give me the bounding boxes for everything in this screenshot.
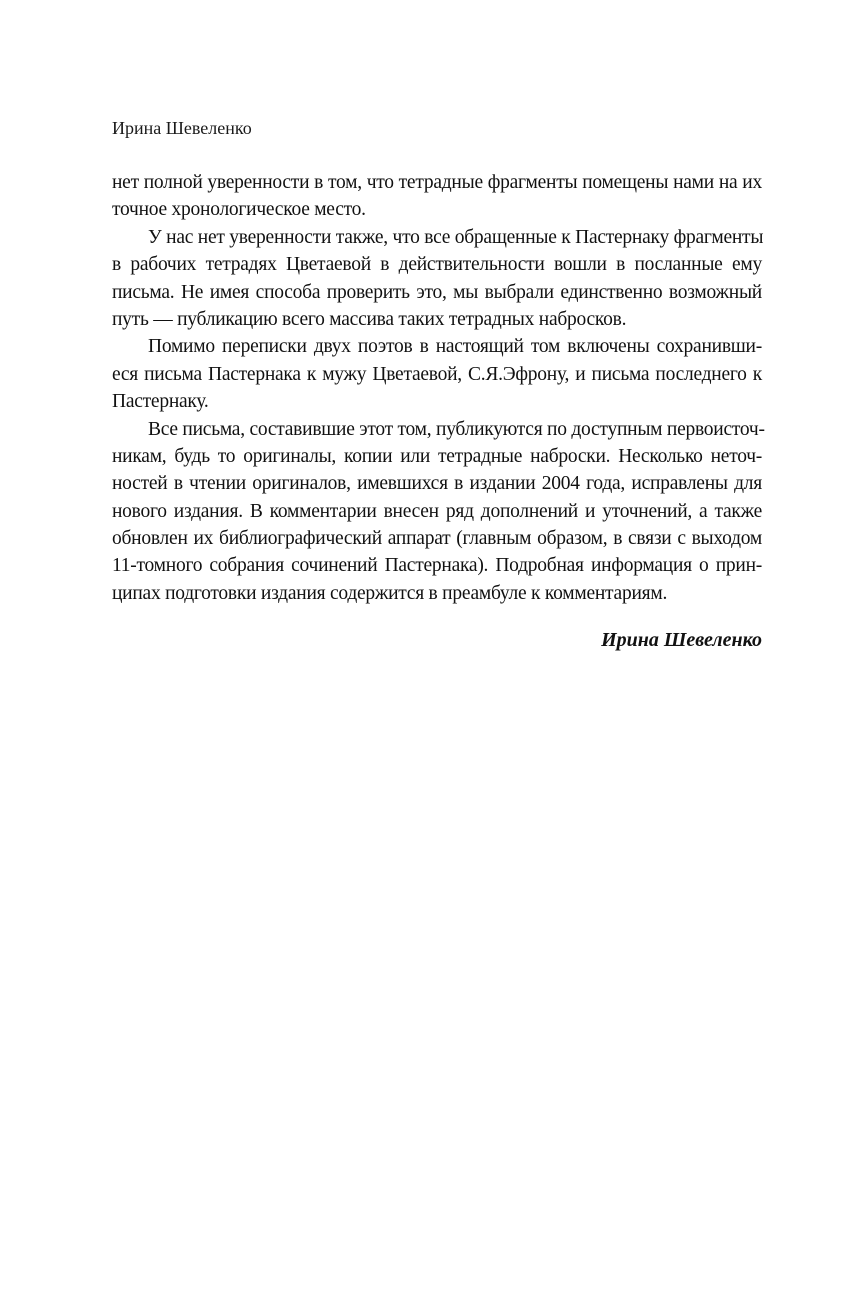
- text-line: точное хронологическое место.: [112, 199, 366, 221]
- text-line: У нас нет уверенности также, что все обращенные к Пастернаку фрагменты: [148, 226, 764, 248]
- text-line: Пастернаку.: [112, 391, 209, 413]
- text-line: путь — публикацию всего массива таких тетрадных набросков.: [112, 308, 627, 330]
- text-line: ципах подготовки издания содержится в преамбуле к комментариям.: [112, 582, 668, 604]
- text-line: нет полной уверенности в том, что тетрадные фрагменты помещены нами на их: [112, 172, 762, 193]
- text-line: Помимо переписки двух поэтов в настоящий том включены сохранивши-: [148, 336, 762, 358]
- text-line: никам, будь то оригиналы, копии или тетрадные наброски. Несколько неточ-: [112, 445, 762, 467]
- running-head: Ирина Шевеленко: [112, 118, 252, 138]
- text-line: обновлен их библиографический аппарат (главным образом, в связи с выходом: [112, 528, 762, 550]
- text-line: в рабочих тетрадях Цветаевой в действительности вошли в посланные ему: [112, 254, 762, 276]
- text-line: 11-томного собрания сочинений Пастернака). Подробная информация о прин-: [112, 555, 762, 577]
- text-line: письма. Не имея способа проверить это, мы выбрали единственно возможный: [112, 281, 762, 303]
- text-line: нового издания. В комментарии внесен ряд дополнений и уточнений, а также: [112, 500, 762, 522]
- text-line: еся письма Пастернака к мужу Цветаевой, С.Я.Эфрону, и письма последнего к: [112, 363, 762, 385]
- text-line: ностей в чтении оригиналов, имевшихся в издании 2004 года, исправлены для: [112, 473, 762, 495]
- author-signature: Ирина Шевеленко: [601, 629, 762, 651]
- body-text: [112, 169, 765, 607]
- text-line: Все письма, составившие этот том, публикуются по доступным первоисточ-: [148, 418, 765, 440]
